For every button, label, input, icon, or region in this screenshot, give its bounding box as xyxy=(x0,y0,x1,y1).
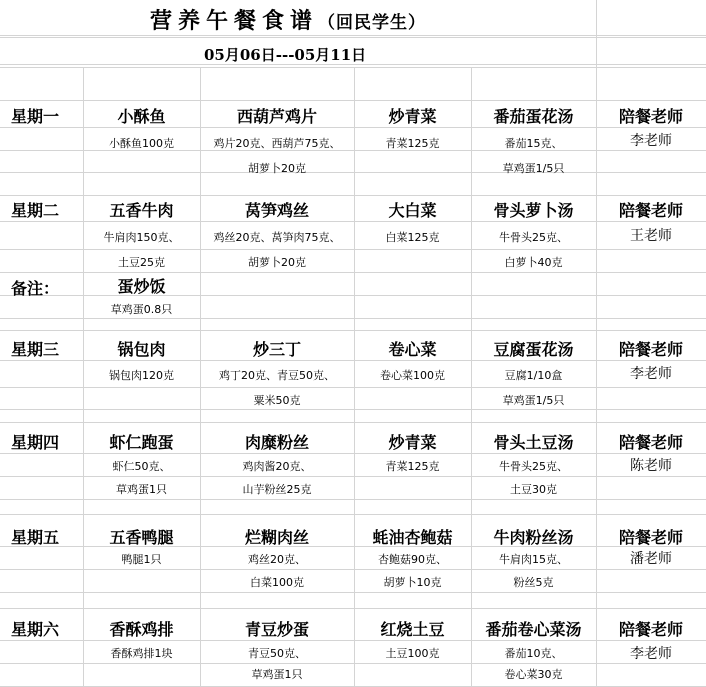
dish-ingredient: 牛肩肉15克、 xyxy=(499,553,568,566)
dish-ingredient: 草鸡蛋1/5只 xyxy=(502,394,565,407)
dish-ingredient: 土豆100克 xyxy=(385,647,440,660)
grid-row-line xyxy=(0,100,706,101)
dish-name: 五香鸭腿 xyxy=(109,528,174,547)
dish-ingredient: 香酥鸡排1块 xyxy=(110,647,173,660)
dish-ingredient: 胡萝卜20克 xyxy=(248,162,306,175)
grid-row-line xyxy=(0,37,706,38)
dish-ingredient: 锅包肉120克 xyxy=(109,369,174,382)
dish-ingredient: 杏鲍菇90克、 xyxy=(378,553,447,566)
dish-ingredient: 山芋粉丝25克 xyxy=(242,483,312,496)
dish-ingredient: 豆腐1/10盒 xyxy=(504,369,563,382)
dish-name: 番茄蛋花汤 xyxy=(493,107,574,126)
teacher-heading: 陪餐老师 xyxy=(618,433,683,452)
teacher-heading: 陪餐老师 xyxy=(618,620,683,639)
teacher-name: 陈老师 xyxy=(630,458,672,474)
dish-name: 骨头土豆汤 xyxy=(493,433,574,452)
grid-row-line xyxy=(0,35,706,36)
grid-row-line xyxy=(0,608,706,609)
teacher-heading: 陪餐老师 xyxy=(618,201,683,220)
dish-name: 豆腐蛋花汤 xyxy=(493,340,574,359)
dish-ingredient: 牛骨头25克、 xyxy=(499,460,568,473)
dish-ingredient: 青菜125克 xyxy=(385,137,440,150)
menu-title xyxy=(150,4,426,35)
dish-name: 烂糊肉丝 xyxy=(244,528,309,547)
note-dish: 蛋炒饭 xyxy=(117,277,166,296)
dish-name: 西葫芦鸡片 xyxy=(236,107,317,126)
dish-ingredient: 鸡片20克、西葫芦75克、 xyxy=(213,137,341,150)
note-ingredient: 草鸡蛋0.8只 xyxy=(110,303,173,316)
grid-row-line xyxy=(0,387,706,388)
day-label: 星期二 xyxy=(11,201,60,220)
dish-ingredient: 鸡肉酱20克、 xyxy=(242,460,312,473)
grid-row-line xyxy=(0,330,706,331)
dish-name: 五香牛肉 xyxy=(109,201,174,220)
dish-ingredient: 粉丝5克 xyxy=(513,576,554,589)
teacher-name: 王老师 xyxy=(630,228,672,244)
grid-row-line xyxy=(0,422,706,423)
teacher-name: 李老师 xyxy=(630,133,672,149)
dish-name: 香酥鸡排 xyxy=(109,620,174,639)
dish-ingredient: 草鸡蛋1/5只 xyxy=(502,162,565,175)
dish-name: 莴笋鸡丝 xyxy=(244,201,309,220)
grid-row-line xyxy=(0,249,706,250)
dish-ingredient: 番茄15克、 xyxy=(504,137,563,150)
dish-ingredient: 土豆25克 xyxy=(118,256,165,269)
grid-row-line xyxy=(0,409,706,410)
grid-row-line xyxy=(0,360,706,361)
day-label: 星期五 xyxy=(11,528,60,547)
dish-ingredient: 草鸡蛋1只 xyxy=(116,483,167,496)
dish-ingredient: 白萝卜40克 xyxy=(504,256,563,269)
dish-name: 骨头萝卜汤 xyxy=(493,201,574,220)
grid-row-line xyxy=(0,64,706,65)
dish-name: 小酥鱼 xyxy=(117,107,166,126)
dish-name: 青豆炒蛋 xyxy=(244,620,309,639)
grid-row-line xyxy=(0,272,706,273)
grid-row-line xyxy=(0,663,706,664)
day-label: 星期三 xyxy=(11,340,60,359)
teacher-name: 潘老师 xyxy=(630,551,672,567)
grid-row-line xyxy=(0,514,706,515)
dish-ingredient: 粟米50克 xyxy=(253,394,301,407)
dish-name: 蚝油杏鲍菇 xyxy=(372,528,453,547)
dish-ingredient: 白菜100克 xyxy=(250,576,304,589)
dish-name: 肉糜粉丝 xyxy=(244,433,309,452)
grid-row-line xyxy=(0,640,706,641)
dish-name: 炒青菜 xyxy=(388,107,437,126)
dish-ingredient: 胡萝卜10克 xyxy=(383,576,442,589)
teacher-heading: 陪餐老师 xyxy=(618,340,683,359)
dish-name: 大白菜 xyxy=(388,201,437,220)
teacher-name: 李老师 xyxy=(630,366,672,382)
teacher-heading: 陪餐老师 xyxy=(618,107,683,126)
grid-row-line xyxy=(0,592,706,593)
grid-row-line xyxy=(0,476,706,477)
dish-ingredient: 小酥鱼100克 xyxy=(109,137,174,150)
note-label: 备注： xyxy=(11,279,60,298)
dish-ingredient: 卷心菜100克 xyxy=(380,369,445,382)
dish-name: 炒青菜 xyxy=(388,433,437,452)
dish-ingredient: 鸡丁20克、青豆50克、 xyxy=(219,369,335,382)
dish-ingredient: 卷心菜30克 xyxy=(504,668,563,681)
dish-ingredient: 鸡丝20克、 xyxy=(248,553,306,566)
dish-ingredient: 青豆50克、 xyxy=(248,647,306,660)
dish-ingredient: 牛肩肉150克、 xyxy=(103,231,180,244)
grid-row-line xyxy=(0,569,706,570)
dish-ingredient: 青菜125克 xyxy=(385,460,440,473)
grid-row-line xyxy=(0,318,706,319)
day-label: 星期四 xyxy=(11,433,60,452)
grid-row-line xyxy=(0,499,706,500)
dish-name: 虾仁跑蛋 xyxy=(109,433,174,452)
dish-name: 炒三丁 xyxy=(252,340,301,359)
date-range: 05月06日---05月11日 xyxy=(204,46,367,64)
teacher-heading: 陪餐老师 xyxy=(618,528,683,547)
day-label: 星期一 xyxy=(11,107,60,126)
dish-ingredient: 鸡丝20克、莴笋肉75克、 xyxy=(213,231,341,244)
dish-name: 锅包肉 xyxy=(117,340,166,359)
dish-ingredient: 草鸡蛋1只 xyxy=(251,668,303,681)
teacher-name: 李老师 xyxy=(630,646,672,662)
grid-row-line xyxy=(0,67,706,68)
dish-ingredient: 土豆30克 xyxy=(510,483,557,496)
dish-name: 卷心菜 xyxy=(388,340,437,359)
dish-ingredient: 番茄10克、 xyxy=(504,647,563,660)
day-label: 星期六 xyxy=(11,620,60,639)
grid-row-line xyxy=(0,221,706,222)
dish-name: 牛肉粉丝汤 xyxy=(493,528,574,547)
dish-name: 番茄卷心菜汤 xyxy=(485,620,582,639)
dish-name: 红烧土豆 xyxy=(380,620,445,639)
dish-ingredient: 牛骨头25克、 xyxy=(499,231,568,244)
dish-ingredient: 胡萝卜20克 xyxy=(248,256,306,269)
dish-ingredient: 虾仁50克、 xyxy=(112,460,171,473)
grid-row-line xyxy=(0,195,706,196)
menu-title-main: 营养午餐食谱 xyxy=(150,8,319,34)
dish-ingredient: 鸭腿1只 xyxy=(121,553,162,566)
dish-ingredient: 白菜125克 xyxy=(385,231,440,244)
menu-title-sub: （回民学生） xyxy=(318,13,427,33)
grid-row-line xyxy=(0,453,706,454)
grid-row-line xyxy=(0,127,706,128)
